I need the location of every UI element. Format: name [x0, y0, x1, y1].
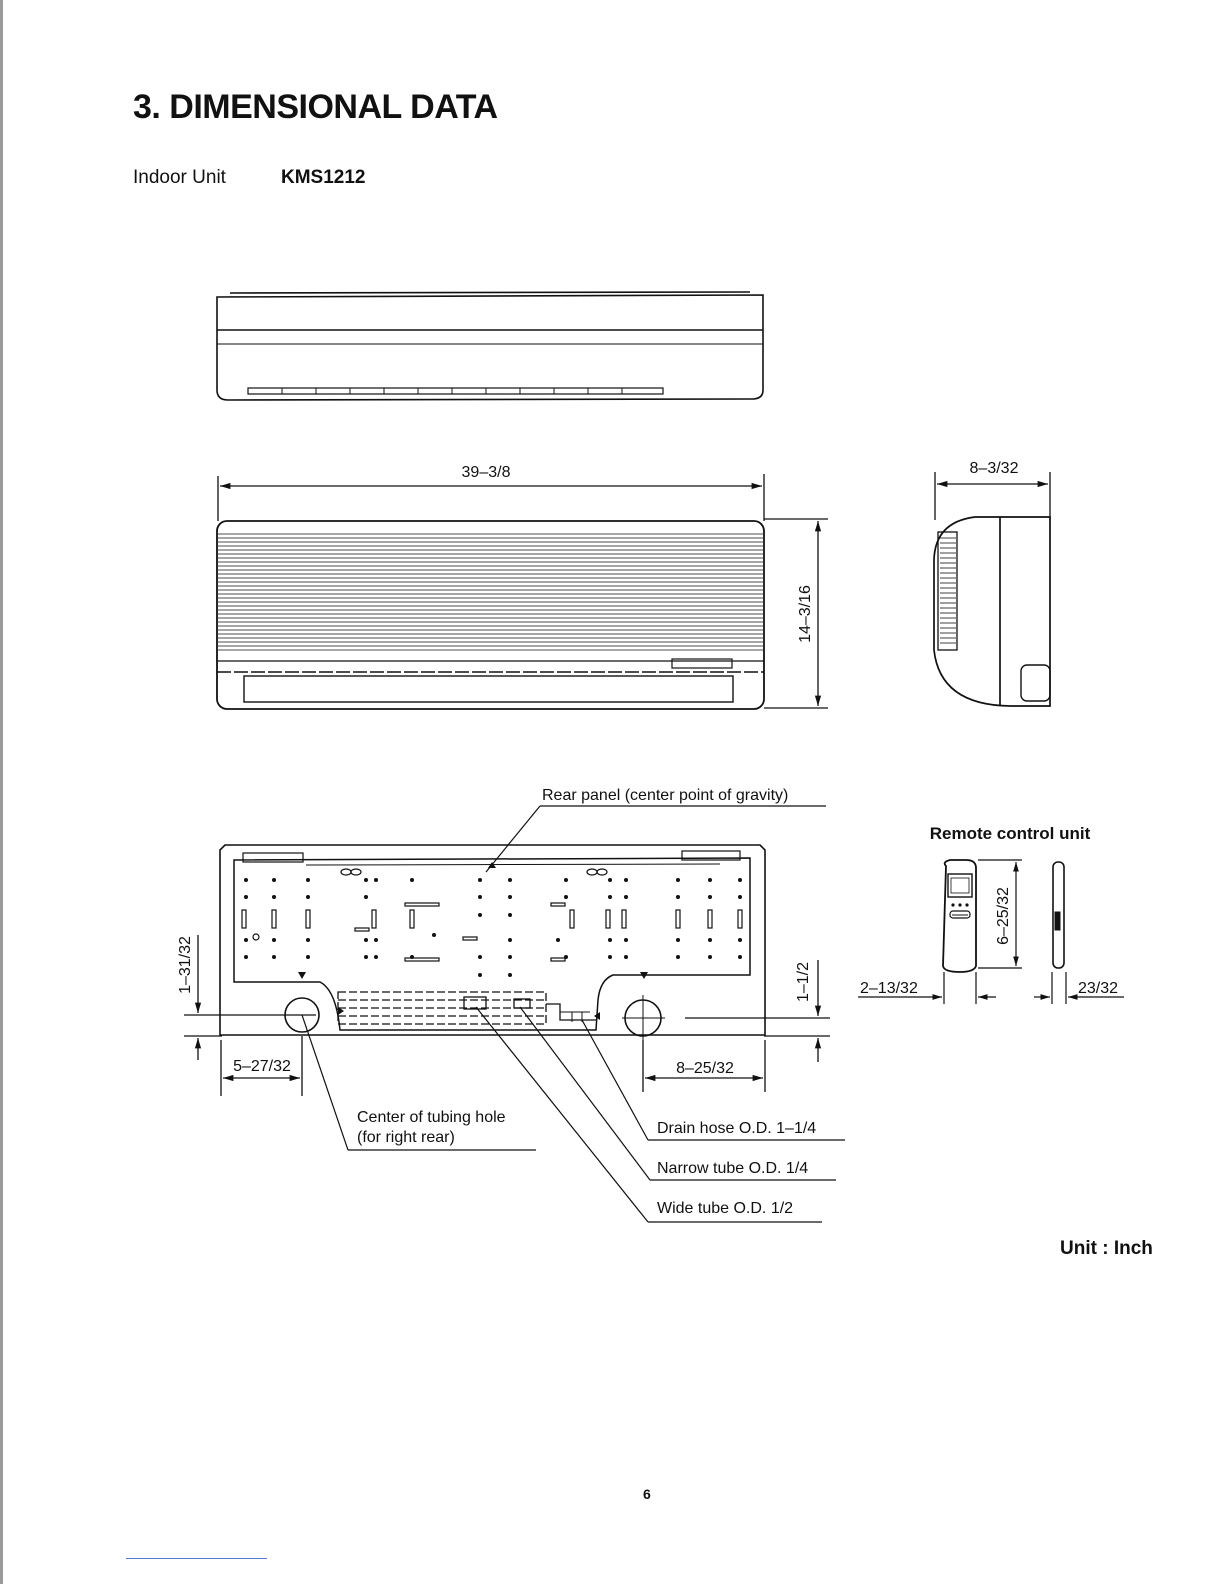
narrow-tube-callout: Narrow tube O.D. 1/4 [657, 1160, 809, 1177]
right-hole-offset-dimension: 8–25/32 [676, 1060, 734, 1077]
remote-front-view [943, 860, 976, 972]
depth-dimension: 8–3/32 [969, 460, 1019, 477]
front-dimension-lines [218, 474, 828, 708]
left-hole-height-dimension: 1–31/32 [177, 936, 194, 994]
side-dimension-lines [935, 472, 1050, 520]
left-hole-offset-dimension: 5–27/32 [233, 1058, 291, 1075]
wide-tube-callout: Wide tube O.D. 1/2 [657, 1200, 794, 1217]
right-hole-height-dimension: 1–1/2 [795, 961, 812, 1003]
indoor-unit-label: Indoor Unit [133, 167, 226, 188]
model-number: KMS1212 [281, 167, 366, 188]
width-dimension: 39–3/8 [461, 464, 511, 481]
tubing-hole-callout-note: (for right rear) [357, 1129, 455, 1146]
front-view [217, 521, 764, 709]
remote-thickness-dimension: 23/32 [1078, 980, 1119, 997]
remote-width-dimension: 2–13/32 [860, 980, 918, 997]
bottom-link-underline [126, 1558, 267, 1559]
remote-side-view [1053, 862, 1064, 968]
top-view [217, 292, 763, 400]
rear-panel-callout: Rear panel (center point of gravity) [542, 787, 789, 804]
section-title: 3. DIMENSIONAL DATA [133, 88, 498, 126]
remote-control-title: Remote control unit [929, 824, 1091, 843]
remote-height-dimension: 6–25/32 [995, 887, 1012, 945]
height-dimension: 14–3/16 [797, 585, 814, 643]
rear-view [220, 845, 765, 1042]
unit-note: Unit : Inch [1060, 1238, 1153, 1259]
page-number: 6 [643, 1486, 651, 1502]
tubing-hole-callout: Center of tubing hole [357, 1109, 506, 1126]
side-view [934, 517, 1050, 706]
drain-hose-callout: Drain hose O.D. 1–1/4 [657, 1120, 817, 1137]
